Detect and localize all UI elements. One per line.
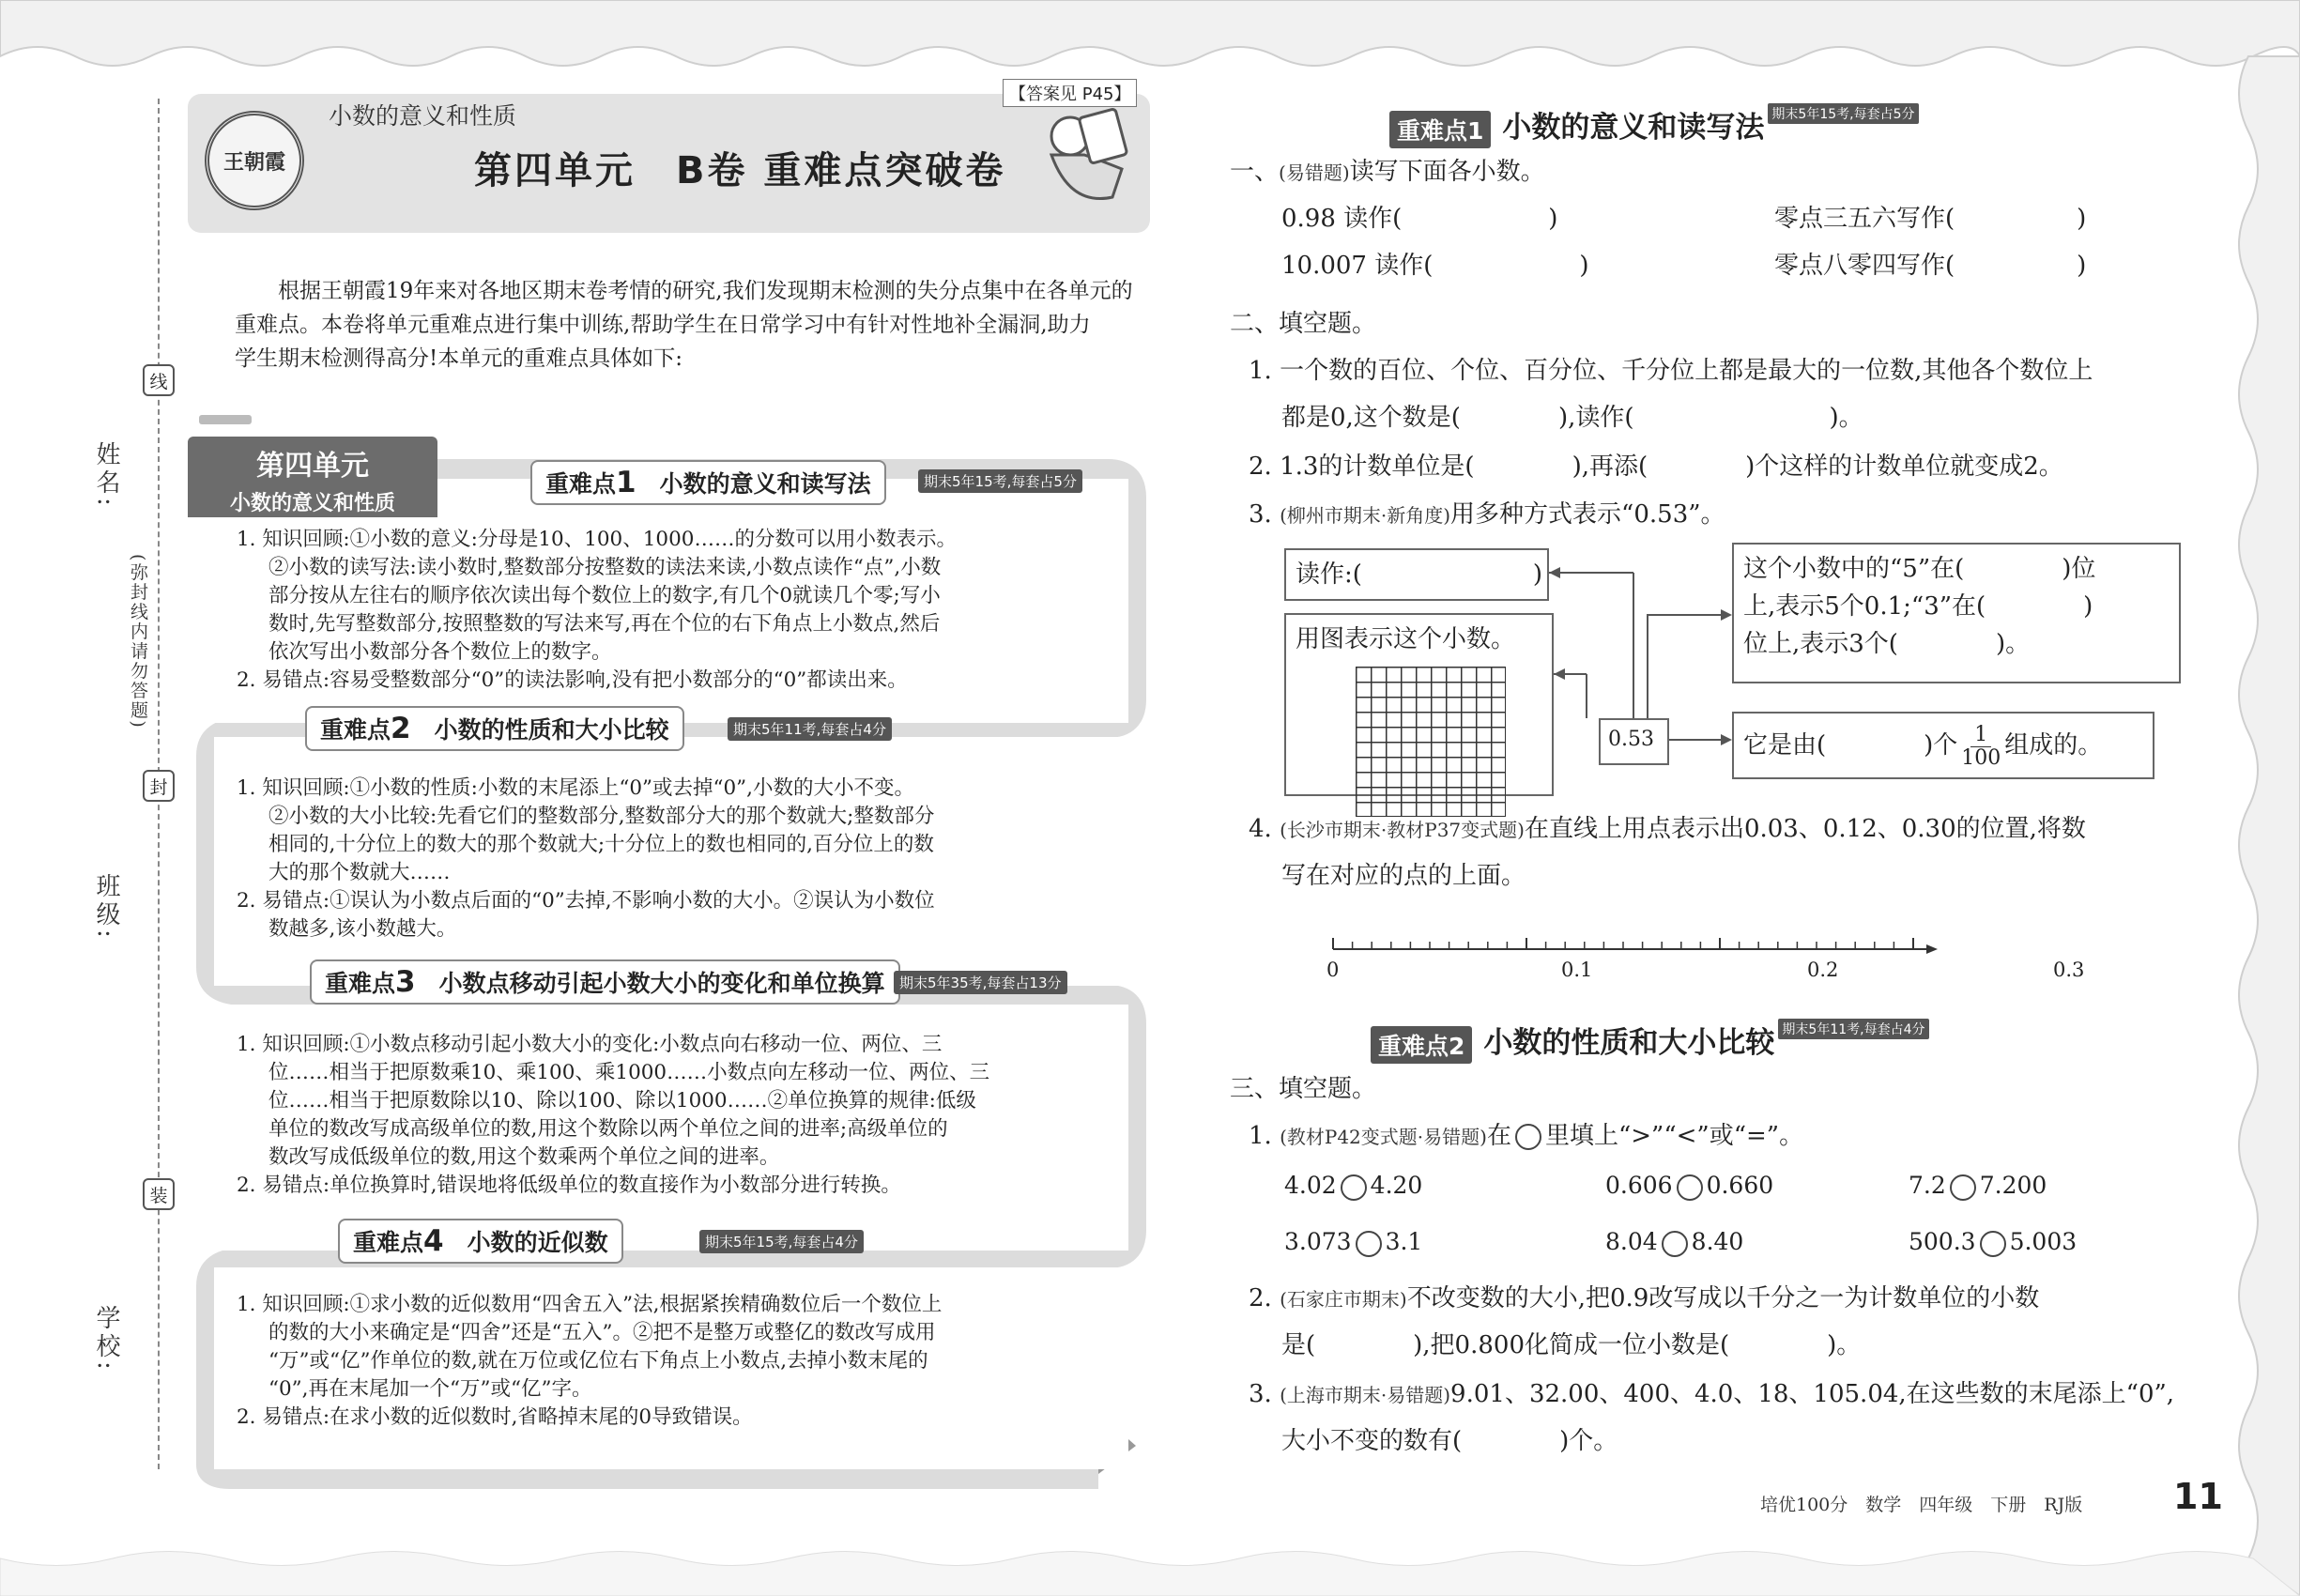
heading-title: 小数的意义和读写法 <box>1502 111 1765 145</box>
box-text: 它是由( )个 <box>1743 731 1958 760</box>
compare-left: 4.02 <box>1284 1172 1337 1199</box>
body-line: 1. 知识回顾:①小数的意义:分母是10、100、1000……的分数可以用小数表示。 <box>237 528 957 551</box>
compare-right: 8.40 <box>1691 1228 1744 1255</box>
class-label: 班级: <box>92 873 120 942</box>
question-number: 3. <box>1249 500 1280 529</box>
body-line: 的数的大小来确定是“四舍”还是“五入”。②把不是整万或整亿的数改写成用 <box>268 1321 936 1344</box>
seal-mark-line: 线 <box>143 364 175 396</box>
point-prefix: 重难点 <box>325 970 396 997</box>
center-number-box: 0.53 <box>1599 718 1669 765</box>
point-number: 3 <box>395 965 416 999</box>
intro-line: 根据王朝霞19年来对各地区期末卷考情的研究,我们发现期末检测的失分点集中在各单元的 <box>278 279 1133 303</box>
point-4-tag: 期末5年15考,每套占4分 <box>699 1230 864 1253</box>
body-line: 单位的数改写成高级单位的数,用这个数除以两个单位之间的进率;高级单位的 <box>268 1117 948 1141</box>
question-1-line1: 1. 一个数的百位、个位、百分位、千分位上都是最大的一位数,其他各个数位上 <box>1249 357 2093 385</box>
question-1-line2: 都是0,这个数是( ),读作( )。 <box>1281 404 1863 432</box>
heading-title: 小数的性质和大小比较 <box>1483 1026 1775 1060</box>
question-number: 3. <box>1249 1380 1280 1408</box>
point-number: 2 <box>391 712 411 745</box>
question-number: 1. <box>1249 1122 1280 1150</box>
seal-mark-bind: 装 <box>143 1178 175 1210</box>
compare-right: 3.1 <box>1385 1228 1423 1255</box>
body-line: 部分按从左往右的顺序依次读出每个数位上的数字,有几个0就读几个零;写小 <box>268 584 941 607</box>
question-source-note: (长沙市期末·教材P37变式题) <box>1280 819 1525 841</box>
point-2-tag: 期末5年11考,每套占4分 <box>728 717 892 741</box>
question-7-line2: 大小不变的数有( )个。 <box>1281 1427 1618 1455</box>
body-line: 数越多,该小数越大。 <box>268 917 457 941</box>
body-line: 位……相当于把原数除以10、除以100、除以1000……②单位换算的规律:低级 <box>268 1089 976 1113</box>
axis-label-0-1: 0.1 <box>1561 959 1593 981</box>
body-line: 2. 易错点:①误认为小数点后面的“0”去掉,不影响小数的大小。②误认为小数位 <box>237 889 935 913</box>
compare-left: 3.073 <box>1284 1228 1352 1255</box>
point-3-body <box>237 1031 989 1200</box>
body-line: 1. 知识回顾:①求小数的近似数用“四舍五入”法,根据紧挨精确数位后一个数位上 <box>237 1293 943 1316</box>
school-label: 学校: <box>92 1305 120 1373</box>
point-3-tag: 期末5年35考,每套占13分 <box>894 971 1067 994</box>
point-3-title <box>310 959 900 1005</box>
unit-label <box>188 437 437 517</box>
point-number: 1 <box>616 466 636 499</box>
grid-box-label: 用图表示这个小数。 <box>1296 625 1516 653</box>
compare-item[interactable] <box>1284 1228 1422 1257</box>
question-source-note: (教材P42变式题·易错题) <box>1280 1126 1487 1148</box>
compare-item[interactable] <box>1909 1228 2077 1257</box>
number-line <box>1319 925 1939 981</box>
fraction-numerator: 1 <box>1970 724 1991 747</box>
fraction-denominator: 100 <box>1961 745 2001 770</box>
section-1-title <box>1230 158 1545 187</box>
point-4-body <box>237 1291 942 1432</box>
question-text: 里填上“>”“<”或“=”。 <box>1544 1122 1804 1150</box>
question-text: 9.01、32.00、400、4.0、18、105.04,在这些数的末尾添上“0”, <box>1450 1380 2175 1408</box>
intro-line: 学生期末检测得高分!本单元的重难点具体如下: <box>235 346 682 371</box>
compare-item[interactable] <box>1909 1172 2047 1201</box>
seal-note: (弥封线内请勿答题) <box>128 554 148 729</box>
point-title-text: 小数的近似数 <box>467 1229 608 1256</box>
intro-line: 重难点。本卷将单元重难点进行集中训练,帮助学生在日常学习中有针对性地补全漏洞,助力 <box>235 313 1091 337</box>
footer-book-info: 培优100分 数学 四年级 下册 RJ版 <box>1760 1495 2083 1515</box>
read-write-item: 0.98 读作( ) <box>1281 205 1558 233</box>
question-7-line1 <box>1249 1380 2174 1409</box>
section-3-title: 三、填空题。 <box>1230 1075 1377 1103</box>
box-text: 组成的。 <box>2004 731 2103 760</box>
header-tab: 小数的意义和性质 <box>329 102 517 130</box>
compare-circle-icon[interactable] <box>1950 1174 1976 1201</box>
section-2-title: 二、填空题。 <box>1230 310 1377 338</box>
question-4-line2: 写在对应的点的上面。 <box>1281 862 1526 890</box>
box-line: 这个小数中的“5”在( )位 <box>1743 555 2096 583</box>
compare-right: 4.20 <box>1370 1172 1423 1199</box>
fraction <box>1961 724 2001 770</box>
body-line: “0”,再在末尾加一个“万”或“亿”字。 <box>268 1377 592 1401</box>
question-text: 在 <box>1486 1122 1511 1150</box>
question-5 <box>1249 1122 1803 1151</box>
heading-tag: 期末5年15考,每套占5分 <box>1768 103 1918 124</box>
body-line: 数改写成低级单位的数,用这个数乘两个单位之间的进率。 <box>268 1145 780 1169</box>
page-number: 11 <box>2173 1476 2223 1517</box>
unit-label-line2: 小数的意义和性质 <box>229 492 395 515</box>
body-line: 位……相当于把原数乘10、乘100、乘1000……小数点向左移动一位、两位、三 <box>268 1061 990 1084</box>
box-line: 位上,表示3个( )。 <box>1743 630 2031 658</box>
compare-circle-icon[interactable] <box>1980 1231 2006 1257</box>
compare-right: 5.003 <box>2009 1228 2078 1255</box>
answer-reference: 【答案见 P45】 <box>1003 79 1137 107</box>
place-value-box <box>1732 543 2181 683</box>
fraction-box <box>1732 712 2154 779</box>
point-2-title <box>305 706 684 751</box>
read-write-item: 零点三五六写作( ) <box>1774 205 2087 233</box>
read-write-item: 零点八零四写作( ) <box>1774 252 2087 280</box>
axis-label-0-2: 0.2 <box>1807 959 1839 981</box>
section-heading-2 <box>1371 1019 1929 1064</box>
section-text: 读写下面各小数。 <box>1349 158 1545 186</box>
point-title-text: 小数点移动引起小数大小的变化和单位换算 <box>438 970 885 997</box>
body-line: 依次写出小数部分各个数位上的数字。 <box>268 640 612 664</box>
compare-right: 0.660 <box>1706 1172 1774 1199</box>
point-title-text: 小数的性质和大小比较 <box>434 716 669 744</box>
read-write-item: 10.007 读作( ) <box>1281 252 1589 280</box>
body-line: 2. 易错点:容易受整数部分“0”的读法影响,没有把小数部分的“0”都读出来。 <box>237 668 908 692</box>
body-line: 大的那个数就大…… <box>268 861 451 884</box>
seal-mark-seal: 封 <box>143 770 175 802</box>
intro-paragraph <box>235 274 1150 376</box>
arrow-right-icon <box>1926 944 1938 954</box>
question-source-note: (石家庄市期末) <box>1280 1288 1407 1311</box>
point-prefix: 重难点 <box>353 1229 424 1256</box>
question-6-line1 <box>1249 1284 2039 1313</box>
question-text: 在直线上用点表示出0.03、0.12、0.30的位置,将数 <box>1524 815 2086 843</box>
compare-item[interactable] <box>1605 1228 1743 1257</box>
body-line: 数时,先写整数部分,按照整数的写法来写,再在个位的右下角点上小数点,然后 <box>268 612 941 636</box>
point-4-title <box>338 1219 623 1264</box>
compare-left: 500.3 <box>1909 1228 1976 1255</box>
heading-badge: 重难点2 <box>1371 1026 1472 1064</box>
body-line: 1. 知识回顾:①小数点移动引起小数大小的变化:小数点向右移动一位、两位、三 <box>237 1033 943 1056</box>
point-1-body <box>237 526 957 695</box>
body-line: ②小数的大小比较:先看它们的整数部分,整数部分大的那个数就大;整数部分 <box>268 805 935 828</box>
compare-circle-icon[interactable] <box>1662 1231 1688 1257</box>
body-line: 1. 知识回顾:①小数的性质:小数的末尾添上“0”或去掉“0”,小数的大小不变。 <box>237 776 914 800</box>
question-text: 用多种方式表示“0.53”。 <box>1450 500 1725 529</box>
body-line: ②小数的读写法:读小数时,整数部分按整数的读法来读,小数点读作“点”,小数 <box>268 556 942 579</box>
compare-circle-icon[interactable] <box>1677 1174 1703 1201</box>
compare-item[interactable] <box>1605 1172 1773 1201</box>
question-number: 4. <box>1249 815 1280 843</box>
compare-item[interactable] <box>1284 1172 1422 1201</box>
body-line: “万”或“亿”作单位的数,就在万位或亿位右下角点上小数点,去掉小数末尾的 <box>268 1349 928 1373</box>
heading-tag: 期末5年11考,每套占4分 <box>1778 1019 1928 1039</box>
hundred-square-grid <box>1356 667 1506 817</box>
question-6-line2: 是( ),把0.800化简成一位小数是( )。 <box>1281 1331 1862 1359</box>
point-title-text: 小数的意义和读写法 <box>659 470 871 498</box>
point-number: 4 <box>423 1224 444 1258</box>
section-number: 一、 <box>1230 158 1280 186</box>
compare-circle-icon[interactable] <box>1341 1174 1367 1201</box>
compare-left: 0.606 <box>1605 1172 1673 1199</box>
unit-label-line1: 第四单元 <box>256 450 369 483</box>
axis-label-0-3: 0.3 <box>2053 959 2085 981</box>
point-prefix: 重难点 <box>320 716 391 744</box>
question-text: 不改变数的大小,把0.9改写成以千分之一为计数单位的小数 <box>1406 1284 2040 1312</box>
axis-label-0: 0 <box>1326 959 1340 981</box>
right-page <box>1150 0 2300 1596</box>
body-line: 2. 易错点:单位换算时,错误地将低级单位的数直接作为小数部分进行转换。 <box>237 1174 901 1197</box>
point-1-title <box>530 460 886 505</box>
read-box: 读作:( ) <box>1284 548 1549 601</box>
compare-left: 7.2 <box>1909 1172 1946 1199</box>
point-2-body <box>237 775 935 944</box>
question-source-note: (易错题) <box>1279 161 1350 184</box>
mascot-illustration <box>1023 103 1136 225</box>
compare-circle-icon <box>1515 1124 1541 1150</box>
question-source-note: (上海市期末·易错题) <box>1280 1384 1451 1406</box>
compare-left: 8.04 <box>1605 1228 1658 1255</box>
logo: 王朝霞 <box>205 111 304 210</box>
question-source-note: (柳州市期末·新角度) <box>1280 504 1451 527</box>
question-2: 2. 1.3的计数单位是( ),再添( )个这样的计数单位就变成2。 <box>1249 453 2063 481</box>
point-1-tag: 期末5年15考,每套占5分 <box>918 469 1082 493</box>
question-number: 2. <box>1249 1284 1280 1312</box>
box-line: 上,表示5个0.1;“3”在( ) <box>1743 592 2093 621</box>
point-prefix: 重难点 <box>545 470 617 498</box>
heading-badge: 重难点1 <box>1389 111 1491 148</box>
body-line: 相同的,十分位上的数大的那个数就大;十分位上的数也相同的,百分位上的数 <box>268 833 934 856</box>
page-title: 第四单元 B卷 重难点突破卷 <box>474 149 1006 192</box>
body-line: 2. 易错点:在求小数的近似数时,省略掉末尾的0导致错误。 <box>237 1405 753 1429</box>
question-3 <box>1249 500 1725 529</box>
name-label: 姓名: <box>92 441 120 510</box>
compare-circle-icon[interactable] <box>1356 1231 1382 1257</box>
section-heading-1 <box>1389 103 1919 148</box>
compare-right: 7.200 <box>1979 1172 2047 1199</box>
question-4-line1 <box>1249 815 2086 844</box>
